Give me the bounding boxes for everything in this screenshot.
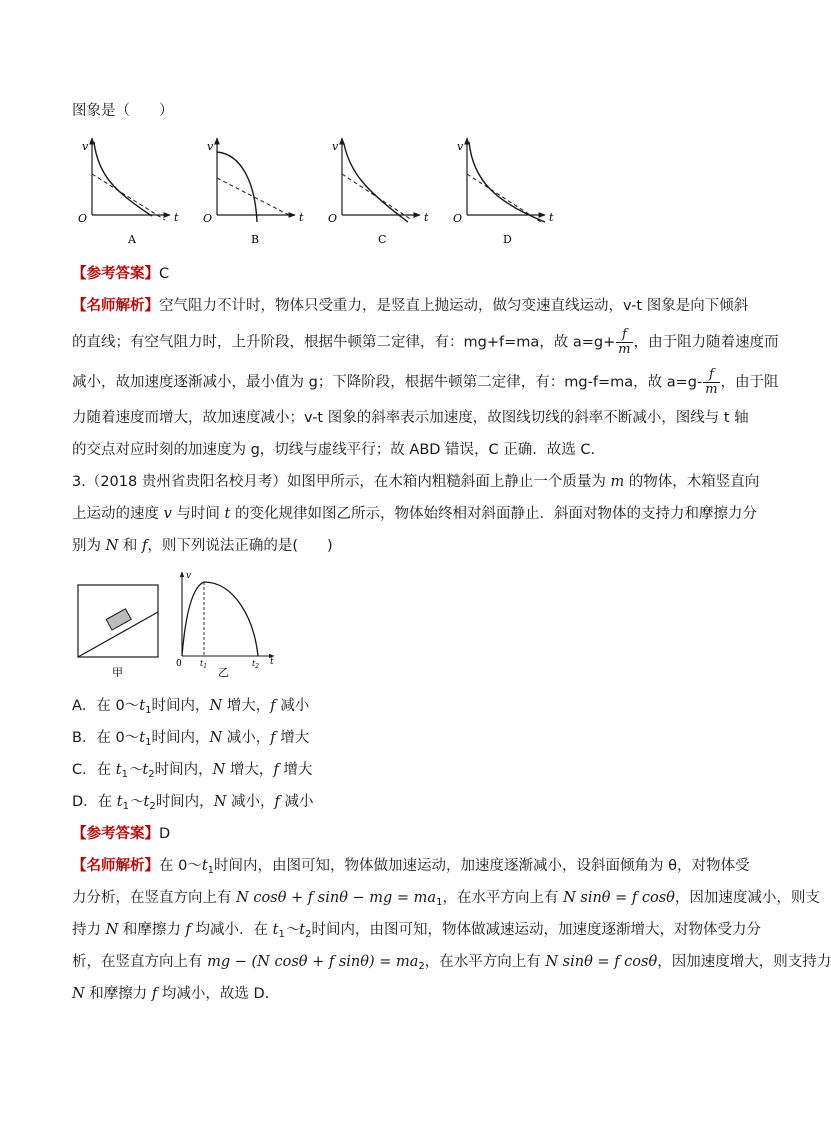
answer-tag: 【参考答案】	[72, 266, 159, 282]
var-v: v	[163, 506, 172, 522]
var-t: t	[139, 730, 146, 746]
option-text: 增大	[275, 730, 310, 746]
graph-c	[328, 138, 429, 246]
analysis-text: 均减小，故选 D.	[157, 986, 270, 1002]
answer-tag: 【参考答案】	[72, 826, 159, 842]
stem-text: 别为	[72, 538, 106, 554]
fraction-f-over-m	[616, 328, 632, 357]
q3-option-d	[72, 792, 724, 817]
analysis-text: 减小，故加速度逐渐减小，最小值为 g；下降阶段，根据牛顿第二定律，有：mg-f=ma，故 a=g-	[72, 374, 703, 391]
q3-option-c	[72, 760, 724, 785]
analysis-text: 力随着速度而增大，故加速度减小；v-t 图象的斜率表示加速度，故图线切线的斜率不断减小，图线与 t 轴	[72, 410, 749, 426]
option-text: A．在 0～	[72, 698, 140, 714]
option-text: 时间内，	[155, 794, 214, 810]
option-text: D．在	[72, 794, 117, 810]
equation-vertical: mg − (N cosθ + f sinθ) = ma	[207, 954, 419, 970]
option-text: 时间内，	[151, 698, 210, 714]
figure-yi-t2-label	[252, 659, 259, 670]
analysis-text: 时间内，由图可知，物体做加速运动，加速度逐渐减小，设斜面倾角为 θ，对物体受	[214, 858, 750, 874]
var-t2: ～t	[127, 762, 149, 778]
option-text: C．在	[72, 762, 116, 778]
stem-text: 的变化规律如图乙所示，物体始终相对斜面静止．斜面对物体的支持力和摩擦力分	[230, 506, 757, 522]
figure-yi-t1-label	[200, 659, 207, 670]
analysis-text: 的直线；有空气阻力时，上升阶段，根据牛顿第二定律，有：mg+f=ma，故 a=g+	[72, 334, 616, 351]
var-t: t	[115, 762, 122, 778]
graph-c-label: C	[378, 233, 387, 246]
graph-b-axis-v: v	[207, 140, 214, 153]
subscript: 1	[121, 769, 128, 780]
fraction-denominator: m	[705, 382, 718, 397]
var-t: t	[139, 698, 146, 714]
graph-a-origin: O	[78, 212, 88, 225]
graph-d-origin: O	[453, 212, 463, 225]
stem-text: 上运动的速度	[72, 506, 164, 522]
q2-graphs	[70, 130, 570, 250]
var-f: f	[273, 762, 279, 778]
option-text: 增大	[278, 762, 313, 778]
var-t: t	[201, 858, 208, 874]
analysis-text: 均减小．在	[190, 922, 273, 938]
q3-stem-line-2	[72, 504, 757, 524]
analysis-tag: 【名师解析】	[72, 298, 159, 314]
q2-stem-text: 图象是（ ）	[72, 103, 174, 119]
q3-analysis-line-2	[72, 888, 820, 913]
graph-c-axis-t: t	[424, 211, 429, 224]
stem-text: 的物体，木箱竖直向	[624, 474, 760, 490]
t2-letter: t	[252, 659, 256, 668]
graph-a-axis-t: t	[174, 211, 179, 224]
analysis-text: ，在水平方向上有	[424, 954, 546, 970]
option-text: 增大，	[225, 762, 274, 778]
subscript: 2	[418, 961, 425, 972]
equation-horizontal: N sinθ = f cosθ	[545, 954, 658, 970]
option-text: 时间内，	[154, 762, 213, 778]
equation-vertical: N cosθ + f sinθ − mg = ma	[236, 890, 437, 906]
figure-yi-axis-t: t	[270, 657, 274, 667]
graph-a-label: A	[128, 233, 136, 246]
graph-b-axis-t: t	[299, 211, 304, 224]
var-t2: ～t	[128, 794, 150, 810]
answer-value: C	[159, 266, 170, 282]
analysis-text: 空气阻力不计时，物体只受重力，是竖直上抛运动，做匀变速直线运动，v-t 图象是向下倾斜	[159, 298, 749, 314]
var-f: f	[142, 538, 148, 554]
q3-analysis-line-3	[72, 920, 762, 945]
graph-c-axis-v: v	[332, 140, 339, 153]
t2-sub: 2	[255, 663, 260, 670]
var-f: f	[185, 922, 191, 938]
t1-sub: 1	[203, 663, 208, 670]
q2-answer	[72, 264, 724, 284]
var-n: N	[213, 794, 227, 810]
graph-d-label: D	[503, 233, 512, 246]
equation-horizontal: N sinθ = f cosθ	[563, 890, 675, 906]
option-text: 减小	[279, 794, 314, 810]
subscript: 1	[278, 929, 285, 940]
var-m: m	[610, 474, 625, 490]
subscript: 2	[305, 929, 312, 940]
analysis-text: 的交点对应时刻的加速度为 g，切线与虚线平行；故 ABD 错误，C 正确．故选 C.	[72, 442, 596, 458]
t1-letter: t	[200, 659, 204, 668]
var-f: f	[151, 986, 158, 1002]
analysis-text: ，由于阻	[720, 374, 779, 391]
fraction-denominator: m	[618, 342, 631, 357]
q2-stem-end	[72, 101, 724, 121]
q3-stem-line-3	[72, 536, 724, 556]
analysis-text: ，在水平方向上有	[442, 890, 564, 906]
q3-option-b	[72, 728, 724, 753]
figure-yi-axis-v: v	[186, 571, 192, 581]
graph-a-axis-v: v	[82, 140, 89, 153]
q3-option-a	[72, 696, 724, 721]
var-n: N	[209, 730, 223, 746]
subscript: 1	[207, 865, 215, 876]
subscript: 2	[148, 769, 155, 780]
analysis-text: 和摩擦力	[118, 922, 186, 938]
answer-value: D	[159, 826, 171, 842]
analysis-text: 析，在竖直方向上有	[72, 954, 208, 970]
q2-analysis-line-3	[72, 367, 779, 397]
var-f: f	[274, 794, 280, 810]
graph-a	[78, 138, 179, 246]
option-text: 时间内，	[151, 730, 210, 746]
var-f: f	[270, 698, 276, 714]
analysis-tag: 【名师解析】	[72, 858, 159, 874]
analysis-text: 在 0～	[159, 858, 202, 874]
analysis-text: 时间内，由图可知，物体做减速运动，加速度逐渐增大，对物体受力分	[311, 922, 762, 938]
graph-d-axis-v: v	[457, 140, 464, 153]
option-text: 减小	[275, 698, 310, 714]
var-t2: ～t	[284, 922, 306, 938]
graph-b-label: B	[251, 233, 260, 246]
q3-figures	[74, 568, 294, 686]
q3-analysis-line-4	[72, 952, 831, 977]
var-n: N	[105, 538, 119, 554]
stem-text: ，则下列说法正确的是( )	[147, 538, 333, 554]
fraction-numerator: f	[616, 328, 632, 343]
var-t: t	[116, 794, 123, 810]
graph-d	[453, 138, 554, 246]
figure-yi-origin: 0	[176, 659, 182, 669]
analysis-text: 持力	[72, 922, 106, 938]
figure-yi-graph	[176, 571, 274, 679]
graph-c-origin: O	[328, 212, 338, 225]
stem-text: 与时间	[171, 506, 225, 522]
stem-text: 3.（2018 贵州省贵阳名校月考）如图甲所示，在木箱内粗糙斜面上静止一个质量为	[72, 474, 611, 490]
graph-d-axis-t: t	[549, 211, 554, 224]
graph-b-origin: O	[203, 212, 213, 225]
option-text: 减小，	[226, 794, 275, 810]
analysis-text: 力分析，在竖直方向上有	[72, 890, 237, 906]
graph-b	[203, 138, 304, 246]
analysis-text: ，由于阻力随着速度而	[633, 334, 779, 351]
q3-analysis-line-1	[72, 856, 750, 881]
subscript: 1	[145, 705, 152, 716]
q2-analysis-line-4	[72, 408, 749, 428]
analysis-text: ，因加速度增大，则支持力	[657, 954, 831, 970]
var-t: t	[272, 922, 279, 938]
figure-yi-label: 乙	[218, 666, 229, 679]
var-n: N	[72, 986, 85, 1002]
subscript: 1	[122, 801, 129, 812]
var-n: N	[209, 698, 223, 714]
subscript: 1	[145, 737, 152, 748]
q3-stem-line-1	[72, 472, 760, 492]
option-text: 增大，	[222, 698, 271, 714]
figure-jia-box	[78, 585, 158, 679]
subscript: 2	[149, 801, 156, 812]
q3-analysis-line-5	[72, 984, 724, 1004]
stem-text: 和	[118, 538, 143, 554]
var-n: N	[105, 922, 119, 938]
fraction-numerator: f	[703, 368, 719, 383]
var-f: f	[270, 730, 276, 746]
var-n: N	[212, 762, 226, 778]
fraction-f-over-m	[703, 368, 719, 397]
q2-analysis-line-2	[72, 327, 779, 357]
var-t: t	[224, 506, 231, 522]
figure-jia-label: 甲	[112, 666, 123, 679]
q2-analysis-line-1	[72, 296, 749, 316]
analysis-text: 和摩擦力	[84, 986, 152, 1002]
q2-analysis-line-5	[72, 440, 724, 460]
option-text: B．在 0～	[72, 730, 140, 746]
subscript: 1	[436, 897, 443, 908]
analysis-text: ，因加速度减小，则支	[674, 890, 820, 906]
q3-answer	[72, 824, 724, 844]
option-text: 减小，	[222, 730, 271, 746]
